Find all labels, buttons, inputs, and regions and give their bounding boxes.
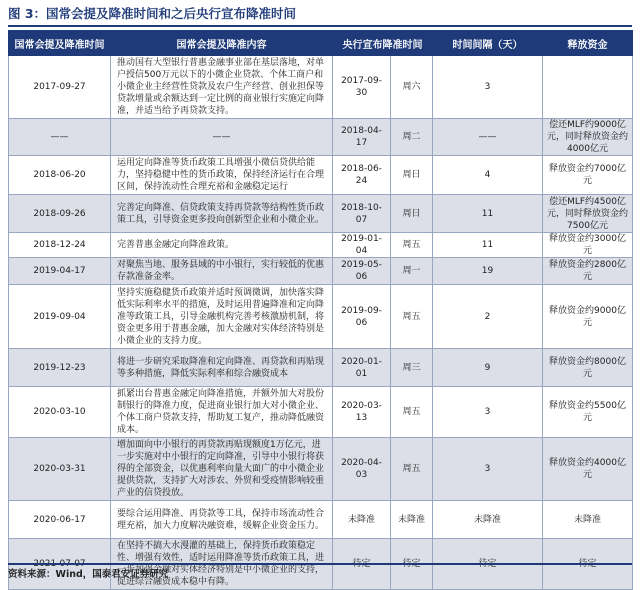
cell-funds: 偿还MLF约4500亿元，同时释放资金约7500亿元	[543, 195, 633, 233]
table-row	[9, 258, 633, 285]
cell-interval: 4	[433, 156, 543, 195]
cell-content: 抓紧出台普惠金融定向降准措施，并额外加大对股份制银行的降准力度，促进商业银行加大对小微企业、个体工商户贷款支持，帮助复工复产，推动降低融资成本。	[111, 387, 333, 438]
cell-date: 2021-07-07	[9, 539, 111, 590]
header-state-council-date: 国常会提及降准时间	[9, 31, 111, 56]
cell-pboc-date: 2018-04-17	[333, 119, 391, 156]
cell-interval: 11	[433, 195, 543, 233]
cell-content: 对聚焦当地、服务县域的中小银行，实行较低的优惠存款准备金率。	[111, 258, 333, 285]
cell-interval: 3	[433, 438, 543, 501]
cell-weekday: 周日	[391, 156, 433, 195]
table-row	[9, 233, 633, 258]
cell-content: 推动国有大型银行普惠金融事业部在基层落地，对单户授信500万元以下的小微企业贷款、个体工商户和小微企业主经营性贷款及农户生产经营、创业担保等贷款增量或余额达到一定比例的商业银行实施定向降准，并适当给予再贷款支持。	[111, 56, 333, 119]
cell-content: 在坚持不搞大水漫灌的基础上，保持货币政策稳定性、增强有效性，适时运用降准等货币政策工具，进一步加强金融对实体经济特别是中小微企业的支持，促进综合融资成本稳中有降。	[111, 539, 333, 590]
cell-weekday: 周六	[391, 56, 433, 119]
cell-date: 2018-09-26	[9, 195, 111, 233]
cell-pboc-date: 2019-05-06	[333, 258, 391, 285]
table-header-row	[9, 31, 633, 56]
cell-funds: 释放资金约5500亿元	[543, 387, 633, 438]
cell-funds: 释放资金约2800亿元	[543, 258, 633, 285]
cell-weekday: 周五	[391, 285, 433, 349]
source-note: 资料来源：Wind，国泰君安证券研究	[8, 563, 632, 580]
rrr-table	[8, 30, 633, 590]
cell-funds: 释放资金约8000亿元	[543, 349, 633, 387]
cell-pboc-date: 2018-10-07	[333, 195, 391, 233]
cell-content: 完善定向降准、信贷政策支持再贷款等结构性货币政策工具，引导资金更多投向创新型企业和小微企业。	[111, 195, 333, 233]
table-row	[9, 195, 633, 233]
cell-interval: 2	[433, 285, 543, 349]
cell-pboc-date: 待定	[333, 539, 391, 590]
cell-content: 增加面向中小银行的再贷款再贴现额度1万亿元，进一步实施对中小银行的定向降准，引导中小银行将获得的全部资金，以优惠利率向量大面广的中小微企业提供贷款，支持扩大对涉农、外贸和受疫情影响较重产业的信贷投放。	[111, 438, 333, 501]
table-row	[9, 349, 633, 387]
header-released-funds: 释放资金	[543, 31, 633, 56]
table-row	[9, 56, 633, 119]
cell-interval: 19	[433, 258, 543, 285]
table-row	[9, 285, 633, 349]
cell-pboc-date: 未降准	[333, 501, 391, 539]
cell-content: 运用定向降准等货币政策工具增强小微信贷供给能力，坚持稳健中性的货币政策，保持经济运行在合理区间，保持流动性合理充裕和金融稳定运行	[111, 156, 333, 195]
cell-interval: 9	[433, 349, 543, 387]
cell-funds	[543, 56, 633, 119]
cell-funds: 释放资金约3000亿元	[543, 233, 633, 258]
cell-funds: 释放资金约9000亿元	[543, 285, 633, 349]
cell-pboc-date: 2020-03-13	[333, 387, 391, 438]
cell-weekday: 未降准	[391, 501, 433, 539]
cell-content: 坚持实施稳健货币政策并适时预调微调，加快落实降低实际利率水平的措施，及时运用普遍降准和定向降准等政策工具，引导金融机构完善考核激励机制，将资金更多用于普惠金融，加大金融对实体经济特别是小微企业的支持力度。	[111, 285, 333, 349]
cell-weekday: 周五	[391, 387, 433, 438]
cell-interval: 3	[433, 56, 543, 119]
cell-date: 2017-09-27	[9, 56, 111, 119]
cell-content: 完善普惠金融定向降准政策。	[111, 233, 333, 258]
cell-funds: 释放资金约4000亿元	[543, 438, 633, 501]
cell-date: 2018-06-20	[9, 156, 111, 195]
table-row	[9, 438, 633, 501]
table-row	[9, 156, 633, 195]
cell-weekday: 待定	[391, 539, 433, 590]
cell-interval: ——	[433, 119, 543, 156]
table-row	[9, 387, 633, 438]
header-state-council-content: 国常会提及降准内容	[111, 31, 333, 56]
cell-date: 2018-12-24	[9, 233, 111, 258]
cell-pboc-date: 2020-01-01	[333, 349, 391, 387]
cell-interval: 11	[433, 233, 543, 258]
cell-funds: 释放资金约7000亿元	[543, 156, 633, 195]
header-pboc-date: 央行宣布降准时间	[333, 31, 433, 56]
header-interval: 时间间隔（天）	[433, 31, 543, 56]
cell-content: 将进一步研究采取降准和定向降准、再贷款和再贴现等多种措施，降低实际利率和综合融资成本	[111, 349, 333, 387]
cell-content: ——	[111, 119, 333, 156]
cell-date: ——	[9, 119, 111, 156]
cell-funds: 未降准	[543, 501, 633, 539]
cell-weekday: 周三	[391, 349, 433, 387]
cell-date: 2019-09-04	[9, 285, 111, 349]
cell-pboc-date: 2017-09-30	[333, 56, 391, 119]
cell-pboc-date: 2018-06-24	[333, 156, 391, 195]
figure-title: 图 3：国常会提及降准时间和之后央行宣布降准时间	[8, 6, 297, 21]
cell-date: 2020-06-17	[9, 501, 111, 539]
cell-date: 2020-03-10	[9, 387, 111, 438]
cell-date: 2019-12-23	[9, 349, 111, 387]
cell-date: 2020-03-31	[9, 438, 111, 501]
cell-content: 要综合运用降准、再贷款等工具，保持市场流动性合理充裕，加大力度解决融资难，缓解企业资金压力。	[111, 501, 333, 539]
title-divider	[8, 25, 632, 27]
cell-weekday: 周五	[391, 438, 433, 501]
table-row	[9, 119, 633, 156]
cell-interval: 3	[433, 387, 543, 438]
cell-weekday: 周五	[391, 233, 433, 258]
cell-pboc-date: 2020-04-03	[333, 438, 391, 501]
cell-funds: 待定	[543, 539, 633, 590]
cell-weekday: 周一	[391, 258, 433, 285]
cell-interval: 未降准	[433, 501, 543, 539]
cell-weekday: 周日	[391, 195, 433, 233]
table-row	[9, 501, 633, 539]
cell-interval: 待定	[433, 539, 543, 590]
cell-date: 2019-04-17	[9, 258, 111, 285]
cell-pboc-date: 2019-01-04	[333, 233, 391, 258]
cell-weekday: 周二	[391, 119, 433, 156]
cell-pboc-date: 2019-09-06	[333, 285, 391, 349]
cell-funds: 偿还MLF约9000亿元，同时释放资金约4000亿元	[543, 119, 633, 156]
